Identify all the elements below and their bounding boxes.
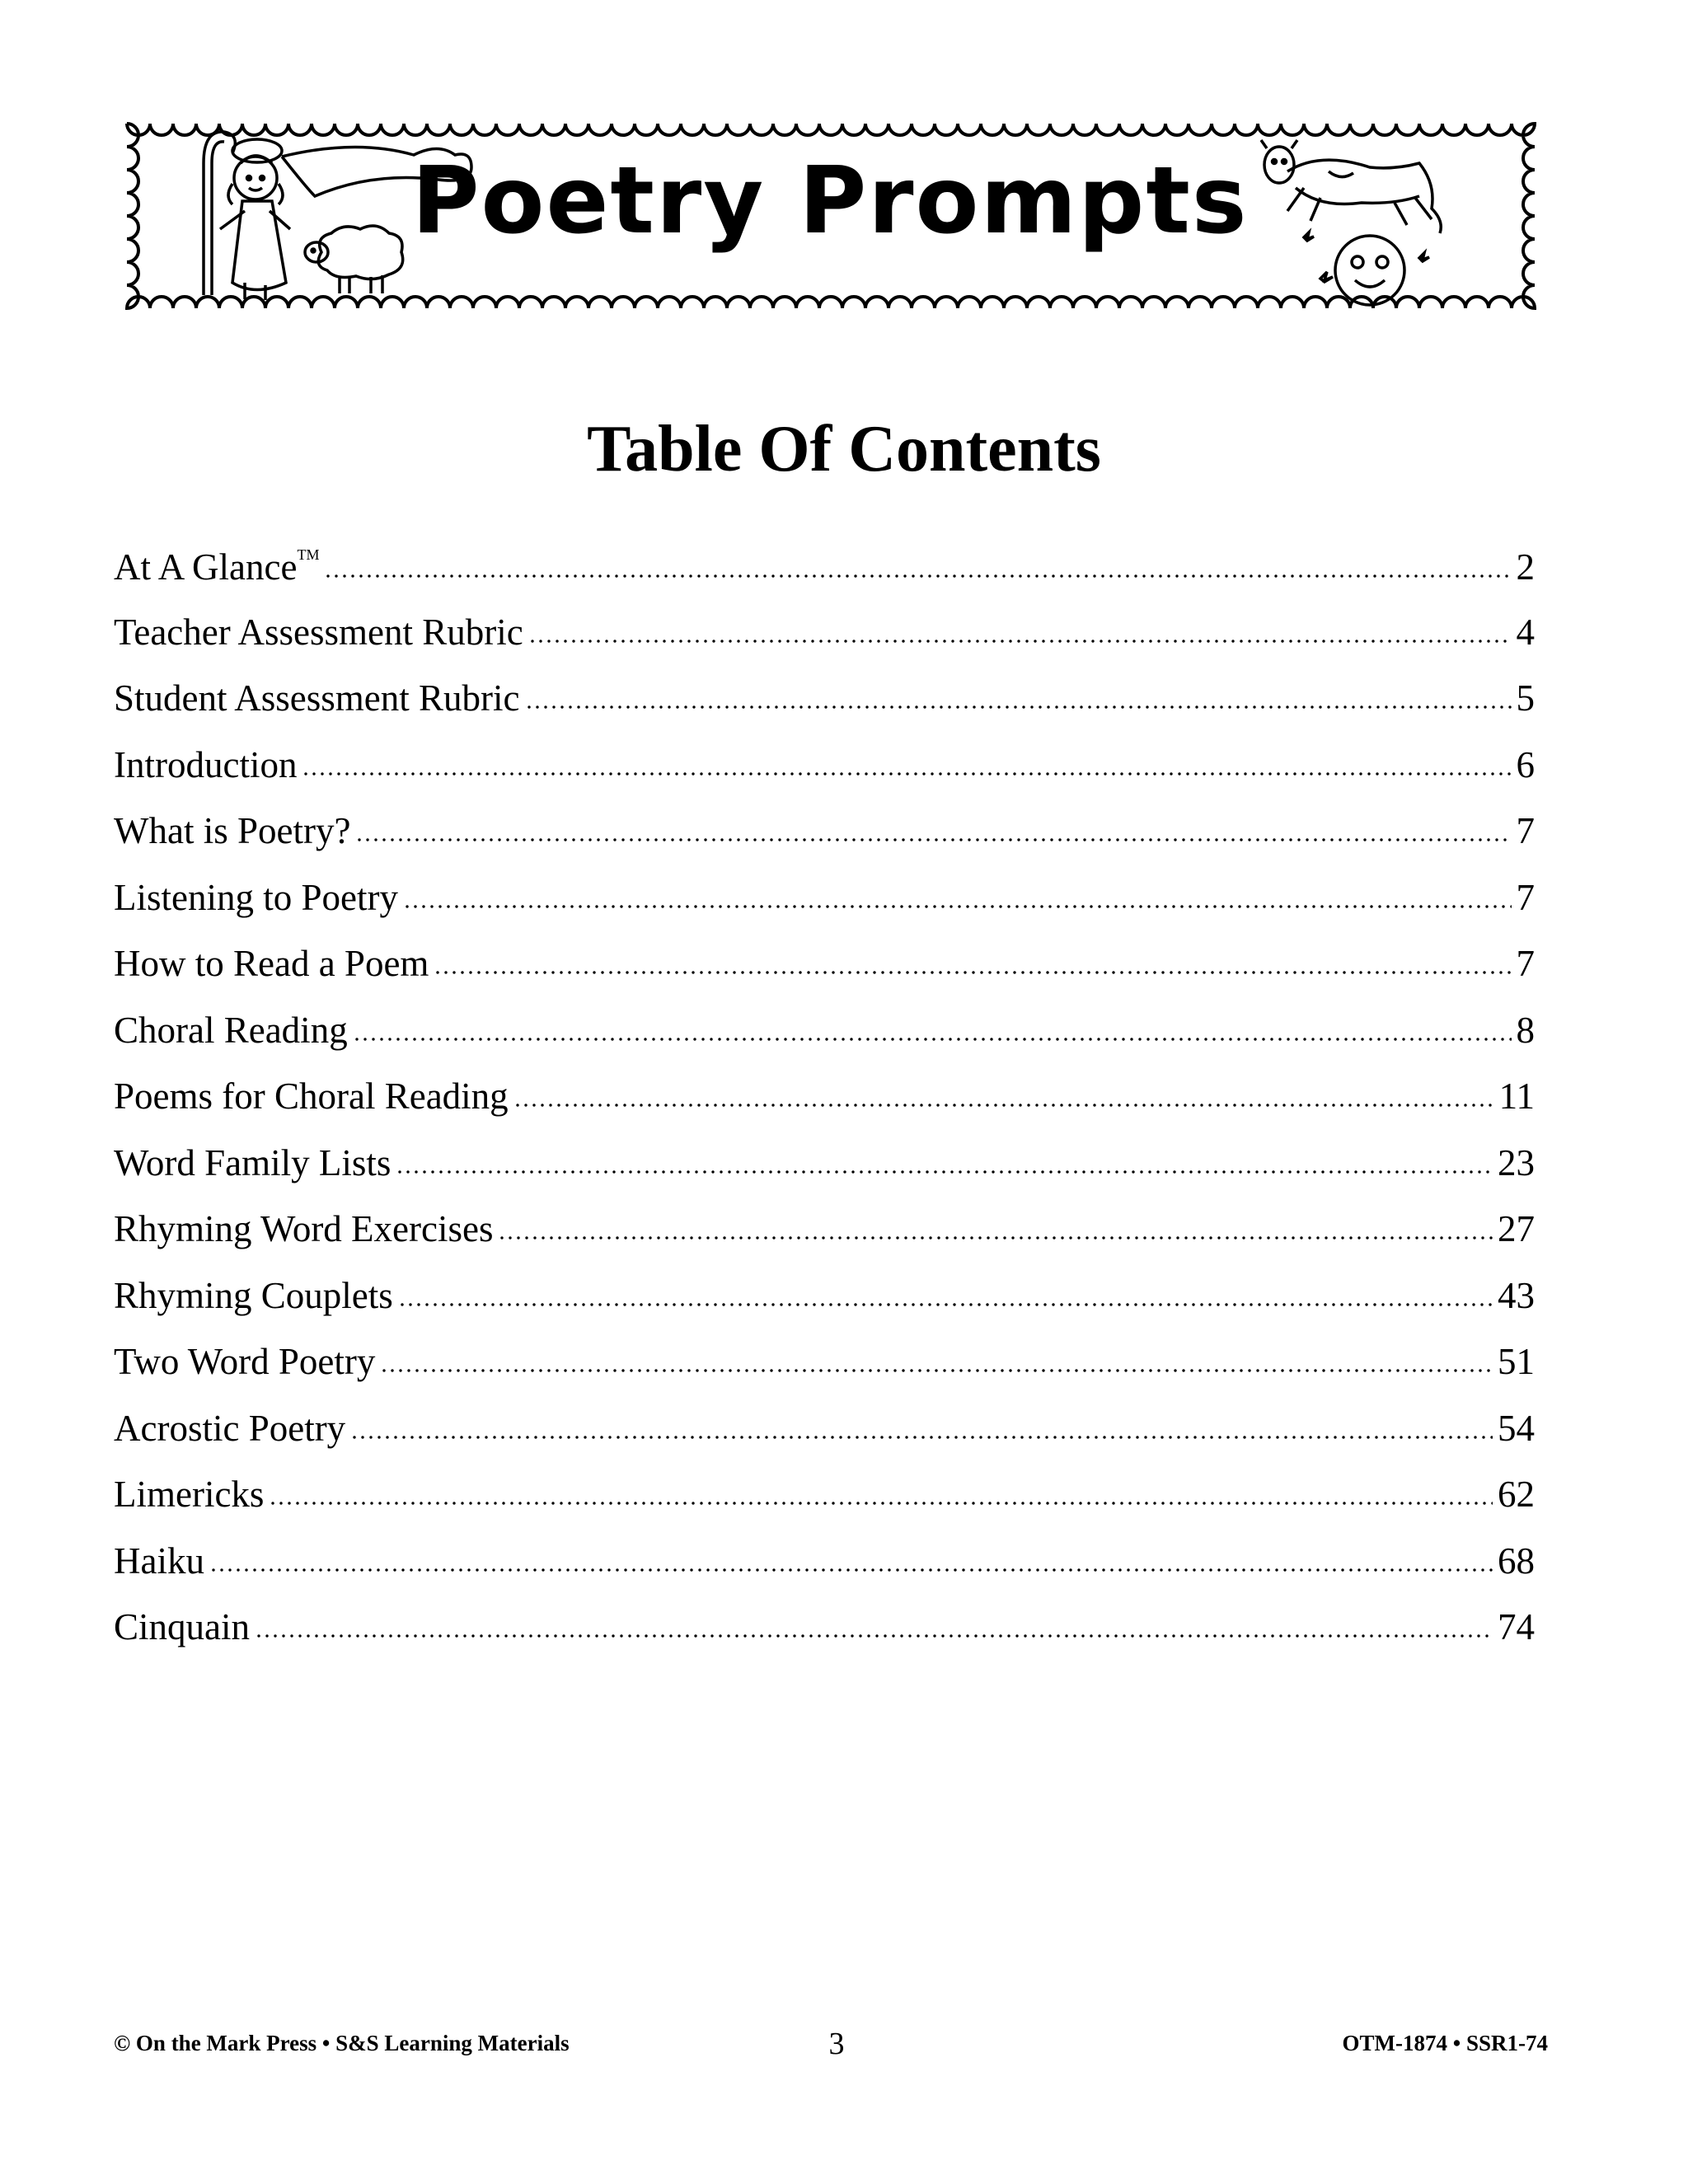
toc-entry: [114, 1476, 1535, 1543]
dot-leader: [498, 1236, 1493, 1240]
toc-entry-label: Student Assessment Rubric: [114, 677, 520, 719]
toc-entry: [114, 876, 1535, 946]
toc-entry-page: 62: [1498, 1474, 1535, 1515]
toc-entry-label: Limericks: [114, 1474, 265, 1515]
dot-leader: [209, 1568, 1493, 1572]
toc-entry-label: Rhyming Word Exercises: [114, 1208, 494, 1249]
trademark-symbol: TM: [297, 546, 320, 563]
toc-entry: [114, 1009, 1535, 1079]
banner-title: Poetry Prompts: [411, 148, 1249, 255]
toc-entry-label: Introduction: [114, 743, 298, 785]
toc-entry-label: Word Family Lists: [114, 1141, 392, 1183]
toc-entry: [114, 810, 1535, 879]
dot-leader: [269, 1502, 1493, 1505]
toc-entry-page: 11: [1498, 1076, 1535, 1117]
dot-leader: [528, 640, 1512, 643]
footer-copyright: © On the Mark Press • S&S Learning Materials: [114, 2031, 570, 2055]
dot-leader: [353, 1038, 1512, 1041]
toc-entry-label: Haiku: [114, 1540, 204, 1582]
toc-entry: [114, 1274, 1535, 1344]
toc-entry-page: 6: [1516, 743, 1535, 785]
footer-page-number: 3: [828, 2027, 845, 2061]
dot-leader: [350, 1436, 1493, 1439]
footer-catalog-code: OTM-1874 • SSR1-74: [1342, 2031, 1548, 2055]
toc-entry-page: 7: [1516, 810, 1535, 851]
toc-entry-label: Listening to Poetry: [114, 876, 398, 918]
toc-entry-page: 51: [1498, 1341, 1535, 1382]
toc-entry: [114, 1141, 1535, 1212]
toc-entry: [114, 743, 1535, 813]
toc-entry: [114, 1407, 1535, 1477]
dot-leader: [403, 905, 1512, 908]
toc-entry-label: Teacher Assessment Rubric: [114, 611, 523, 653]
toc-entry-label: Acrostic Poetry: [114, 1407, 346, 1449]
dot-leader: [355, 838, 1511, 841]
dot-leader: [525, 705, 1512, 709]
dot-leader: [302, 772, 1511, 776]
toc-entry-label: Choral Reading: [114, 1009, 348, 1051]
toc-entry: [114, 1078, 1535, 1145]
toc-entry-label: How to Read a Poem: [114, 943, 429, 984]
toc-entry-page: 68: [1498, 1540, 1535, 1582]
toc-entry-page: 4: [1516, 611, 1535, 653]
toc-entry-page: 8: [1516, 1009, 1535, 1051]
dot-leader: [396, 1170, 1493, 1174]
toc-entry: [114, 1606, 1535, 1675]
toc-entry-page: 5: [1516, 677, 1535, 719]
toc-entry: [114, 1540, 1535, 1610]
dot-leader: [324, 574, 1511, 578]
toc-entry-label: At A Glance™: [114, 546, 320, 588]
toc-entry: [114, 677, 1535, 747]
toc-entry: [114, 611, 1535, 681]
toc-entry-page: 43: [1498, 1274, 1535, 1316]
toc-entry-label: Poems for Choral Reading: [114, 1076, 509, 1117]
toc-entry-label: Rhyming Couplets: [114, 1274, 393, 1316]
toc-entry-page: 2: [1516, 546, 1535, 588]
dot-leader: [255, 1634, 1493, 1638]
title-banner: [109, 105, 1551, 326]
toc-entry-page: 7: [1516, 876, 1535, 918]
toc-entry: [114, 1343, 1535, 1410]
toc-entry: [114, 547, 1535, 614]
toc-entry-page: 74: [1498, 1606, 1535, 1647]
table-of-contents: [114, 547, 1535, 1675]
toc-entry-label: What is Poetry?: [114, 810, 351, 851]
toc-entry: [114, 1208, 1535, 1277]
toc-entry: [114, 945, 1535, 1012]
toc-entry-label: Two Word Poetry: [114, 1341, 376, 1382]
toc-entry-page: 54: [1498, 1407, 1535, 1449]
dot-leader: [398, 1303, 1493, 1306]
toc-entry-page: 7: [1516, 943, 1535, 984]
dot-leader: [380, 1369, 1493, 1372]
toc-heading: Table Of Contents: [587, 413, 1101, 485]
toc-entry-label: Cinquain: [114, 1606, 250, 1647]
toc-entry-page: 27: [1498, 1208, 1535, 1249]
dot-leader: [513, 1104, 1494, 1107]
dot-leader: [434, 971, 1511, 974]
toc-entry-page: 23: [1498, 1141, 1535, 1183]
